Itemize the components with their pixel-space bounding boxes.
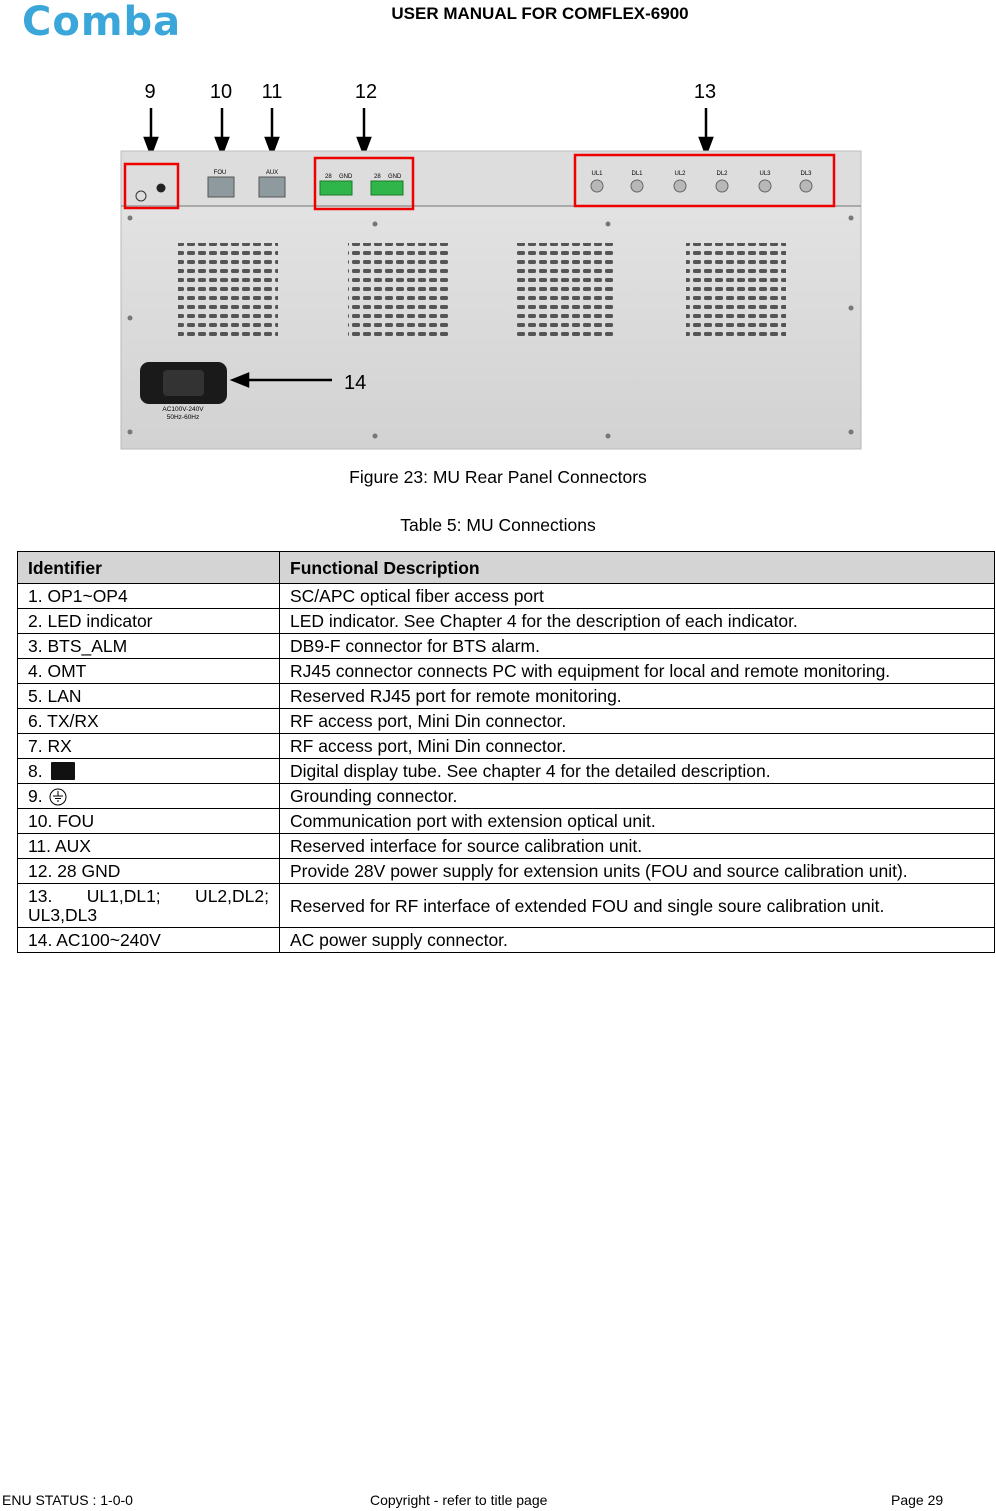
callout-10: 10 bbox=[209, 81, 233, 103]
document-title: USER MANUAL FOR COMFLEX-6900 bbox=[391, 4, 689, 23]
row-description: Digital display tube. See chapter 4 for the detailed description. bbox=[280, 759, 995, 784]
rf-port bbox=[800, 180, 812, 192]
table-row bbox=[18, 709, 995, 734]
gnd-label-a: GND bbox=[339, 174, 353, 180]
row-identifier: 11. AUX bbox=[18, 834, 280, 859]
vent-grille bbox=[516, 243, 616, 341]
row-description: LED indicator. See Chapter 4 for the description of each indicator. bbox=[280, 609, 995, 634]
callout-9: 9 bbox=[144, 81, 156, 103]
row-description: Reserved for RF interface of extended FOU and single soure calibration unit. bbox=[280, 884, 995, 928]
table-row bbox=[18, 634, 995, 659]
row-identifier-cell bbox=[18, 759, 280, 784]
table-row bbox=[18, 784, 995, 809]
rear-panel-figure bbox=[120, 78, 862, 450]
table-caption: Table 5: MU Connections bbox=[400, 515, 596, 535]
table-row bbox=[18, 809, 995, 834]
vent-grille bbox=[686, 243, 786, 341]
row-description: Reserved RJ45 port for remote monitoring. bbox=[280, 684, 995, 709]
row-description: DB9-F connector for BTS alarm. bbox=[280, 634, 995, 659]
logo-text: Comba bbox=[22, 0, 182, 45]
callout-11: 11 bbox=[261, 81, 283, 103]
table-row bbox=[18, 609, 995, 634]
table-row bbox=[18, 759, 995, 784]
row-identifier: 2. LED indicator bbox=[18, 609, 280, 634]
ground-icon bbox=[49, 788, 67, 806]
table-row bbox=[18, 928, 995, 953]
aux-label: AUX bbox=[265, 170, 279, 176]
footer-copyright: Copyright - refer to title page bbox=[370, 1492, 548, 1508]
vent-grille bbox=[348, 243, 448, 341]
row-identifier: 13. UL1,DL1; UL2,DL2; UL3,DL3 bbox=[18, 884, 280, 928]
row-description: AC power supply connector. bbox=[280, 928, 995, 953]
row-identifier-cell bbox=[18, 784, 280, 809]
row-description: Grounding connector. bbox=[280, 784, 995, 809]
row-description: Reserved interface for source calibration unit. bbox=[280, 834, 995, 859]
footer-page-number: Page 29 bbox=[891, 1492, 944, 1508]
footer-status: ENU STATUS : 1-0-0 bbox=[2, 1492, 133, 1508]
row-identifier: 1. OP1~OP4 bbox=[18, 584, 280, 609]
rf-port bbox=[716, 180, 728, 192]
row-identifier: 14. AC100~240V bbox=[18, 928, 280, 953]
gnd-label-b: GND bbox=[388, 174, 402, 180]
header-description: Functional Description bbox=[280, 552, 995, 584]
power-label-1: AC100V-240V bbox=[162, 406, 204, 413]
power-label-2: 50Hz-60Hz bbox=[166, 414, 200, 421]
row-identifier: 4. OMT bbox=[18, 659, 280, 684]
table-row bbox=[18, 584, 995, 609]
aux-port bbox=[259, 177, 285, 197]
table-row bbox=[18, 734, 995, 759]
row-identifier: 3. BTS_ALM bbox=[18, 634, 280, 659]
row-identifier: 6. TX/RX bbox=[18, 709, 280, 734]
rf-port bbox=[591, 180, 603, 192]
rf-port-label: DL2 bbox=[716, 171, 728, 177]
row-description: SC/APC optical fiber access port bbox=[280, 584, 995, 609]
table-row bbox=[18, 834, 995, 859]
comba-logo bbox=[22, 2, 212, 44]
terminal-28v-a bbox=[320, 181, 352, 195]
table-row bbox=[18, 859, 995, 884]
figure-caption: Figure 23: MU Rear Panel Connectors bbox=[349, 467, 647, 487]
fou-port bbox=[208, 177, 234, 197]
vent-grille bbox=[178, 243, 278, 341]
row-description: Communication port with extension optical unit. bbox=[280, 809, 995, 834]
rf-port bbox=[674, 180, 686, 192]
v28-label-b: 28 bbox=[374, 174, 381, 180]
row-identifier: 10. FOU bbox=[18, 809, 280, 834]
rf-port-label: DL1 bbox=[631, 171, 643, 177]
terminal-28v-b bbox=[371, 181, 403, 195]
row-identifier: 7. RX bbox=[18, 734, 280, 759]
row-description: Provide 28V power supply for extension units (FOU and source calibration unit). bbox=[280, 859, 995, 884]
row-identifier: 9. bbox=[28, 786, 43, 806]
digital-display-icon bbox=[51, 762, 75, 780]
header-identifier: Identifier bbox=[18, 552, 280, 584]
row-identifier: 8. bbox=[28, 761, 43, 781]
connections-table bbox=[17, 551, 995, 953]
table-header-row bbox=[18, 552, 995, 584]
row-description: RF access port, Mini Din connector. bbox=[280, 734, 995, 759]
rf-port-label: UL2 bbox=[674, 171, 686, 177]
callout-13: 13 bbox=[693, 81, 717, 103]
callout-arrows bbox=[145, 108, 712, 154]
row-identifier: 12. 28 GND bbox=[18, 859, 280, 884]
table-row bbox=[18, 884, 995, 928]
table-row bbox=[18, 659, 995, 684]
row-description: RJ45 connector connects PC with equipment for local and remote monitoring. bbox=[280, 659, 995, 684]
table-row bbox=[18, 684, 995, 709]
ground-screw bbox=[157, 184, 166, 193]
callout-12: 12 bbox=[354, 81, 378, 103]
v28-label-a: 28 bbox=[325, 174, 332, 180]
fou-label: FOU bbox=[213, 170, 227, 176]
rf-port-label: UL1 bbox=[591, 171, 603, 177]
rf-port-label: UL3 bbox=[759, 171, 771, 177]
rf-port bbox=[631, 180, 643, 192]
callout-14: 14 bbox=[344, 372, 367, 394]
rf-port bbox=[759, 180, 771, 192]
row-description: RF access port, Mini Din connector. bbox=[280, 709, 995, 734]
rf-port-label: DL3 bbox=[800, 171, 812, 177]
row-identifier: 5. LAN bbox=[18, 684, 280, 709]
